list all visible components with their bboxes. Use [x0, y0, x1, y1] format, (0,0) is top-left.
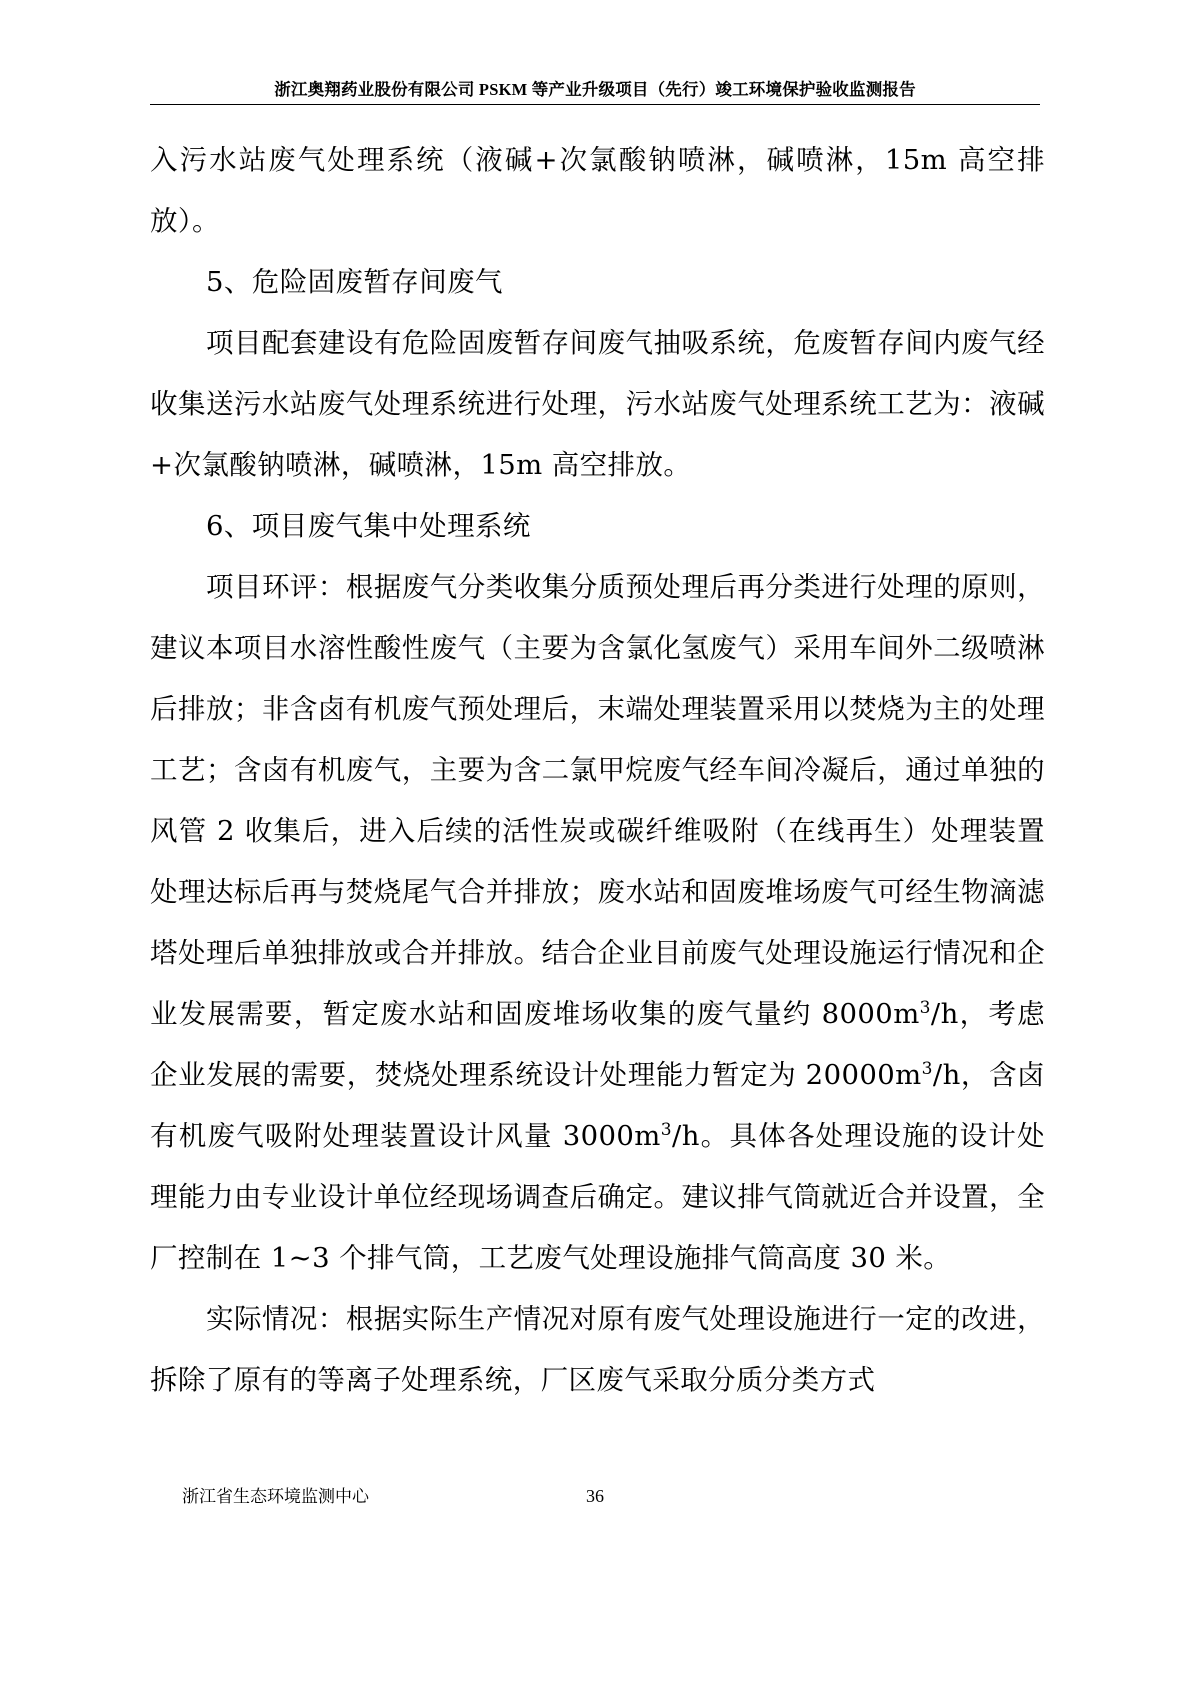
footer-page-number: 36	[586, 1486, 604, 1506]
section-heading-5: 5、危险固废暂存间废气	[206, 266, 503, 298]
paragraph-eia-requirements: 项目环评：根据废气分类收集分质预处理后再分类进行处理的原则，建议本项目水溶性酸性废气（主要为含氯化氢废气）采用车间外二级喷淋后排放；非含卤有机废气预处理后，末端处理装置采用以焚烧为主的处理工艺；含卤有机废气，主要为含二氯甲烷废气经车间冷凝后，通过单独的风管 2 收集后，进入后续的活性炭或碳纤维吸附（在线再生）处理装置处理达标后再与焚烧尾气合并排放；废水站和固废堆场废气可经生物滴滤塔处理后单独排放或合并排放。结合企业目前废气处理设施运行情况和企业发展需要，暂定废水站和固废堆场收集的废气量约 $8000m^3/h$，考虑企业发展的需要，焚烧处理系统设计处理能力暂定为 $20000m^3/h$，含卤有机废气吸附处理装置设计风量 $3000m^3/h$。具体各处理设施的设计处理能力由专业设计单位经现场调查后确定。建议排气筒就近合并设置，全厂控制在 1~3 个排气筒，工艺废气处理设施排气筒高度 30 米。	[150, 571, 1045, 1274]
section-heading-6: 6、项目废气集中处理系统	[206, 510, 531, 542]
paragraph-continuation: 入污水站废气处理系统（液碱+次氯酸钠喷淋，碱喷淋，15m 高空排放）。	[150, 144, 1045, 237]
header-divider	[150, 104, 1040, 105]
paragraph-hazardous-waste-storage: 项目配套建设有危险固废暂存间废气抽吸系统，危废暂存间内废气经收集送污水站废气处理系统进行处理，污水站废气处理系统工艺为：液碱+次氯酸钠喷淋，碱喷淋，15m 高空排放。	[150, 327, 1045, 481]
paragraph-actual-situation: 实际情况：根据实际生产情况对原有废气处理设施进行一定的改进，拆除了原有的等离子处理系统，厂区废气采取分质分类方式	[150, 1303, 1045, 1396]
footer-organization: 浙江省生态环境监测中心	[182, 1487, 369, 1507]
document-body	[150, 130, 1045, 1411]
page-header: 浙江奥翔药业股份有限公司 PSKM 等产业升级项目（先行）竣工环境保护验收监测报告	[274, 80, 916, 99]
